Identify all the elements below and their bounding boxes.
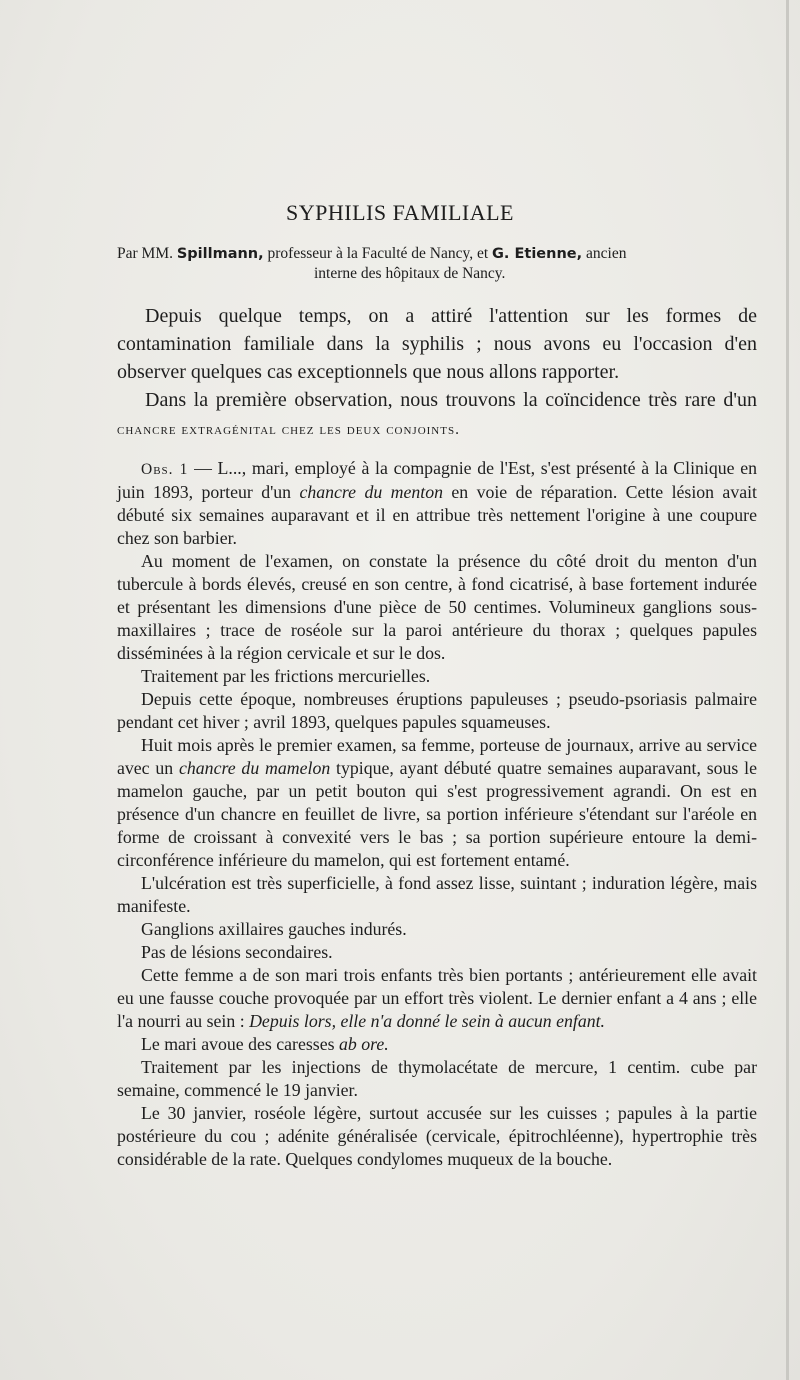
intro-paragraph-1: Depuis quelque temps, on a attiré l'attention sur les formes de contamination familiale dans la syphilis ; nous avons eu l'occasion d'en observer quelques cas exceptionnels que nous allons rapporter. [117, 305, 757, 383]
obs-paragraph-5 [117, 734, 757, 872]
obs-paragraph-7: Ganglions axillaires gauches indurés. [141, 919, 407, 939]
obs-paragraph-3: Traitement par les frictions mercurielles. [141, 666, 431, 686]
byline [117, 244, 757, 284]
affiliation-1: professeur à la Faculté de Nancy, et [267, 245, 489, 262]
intro-p2-text: Dans la première observation, nous trouvons la coïncidence très rare d'un [145, 389, 757, 411]
obs-paragraph-4: Depuis cette époque, nombreuses éruptions papuleuses ; pseudo-psoriasis palmaire pendant cet hiver ; avril 1893, quelques papules squameuses. [117, 689, 757, 732]
obs-p9-italic: Depuis lors, elle n'a donné le sein à aucun enfant. [249, 1011, 606, 1031]
byline-prefix: Par MM. [117, 245, 173, 262]
obs-p10-italic: ab ore. [338, 1034, 389, 1054]
affiliation-2b: interne des hôpitaux de Nancy. [314, 265, 506, 282]
observation-1 [117, 457, 757, 1171]
affiliation-2a: ancien [586, 245, 627, 262]
obs-p5-text-a: Huit mois après le premier examen, sa femme, porteuse de journaux, arrive au service avec un [117, 735, 757, 778]
obs-paragraph-10 [117, 1033, 757, 1056]
obs-paragraph-2: Au moment de l'examen, on constate la présence du côté droit du menton d'un tubercule à bords élevés, creusé en son centre, à fond cicatrisé, à base fortement indurée et présentant les dimensions d'une pièce de 50 centimes. Volumineux ganglions sous-maxillaires ; trace de roséole sur la paroi antérieure du thorax ; quelques papules disséminées à la région cervicale et sur le dos. [117, 551, 757, 663]
intro-paragraph-2 [117, 386, 757, 444]
author-spillmann: Spillmann, [176, 246, 264, 262]
obs-p1-text-b: en voie de réparation. Cette lésion avait débuté six semaines auparavant et il en attribue très nettement l'origine à une coupure chez son barbier. [117, 482, 757, 548]
obs-p10-text: Le mari avoue des caresses [141, 1034, 339, 1054]
obs-paragraph-6: L'ulcération est très superficielle, à fond assez lisse, suintant ; induration légère, mais manifeste. [117, 873, 757, 916]
obs-paragraph-9 [117, 964, 757, 1033]
obs-p1-text-a: — L..., mari, employé à la compagnie de l'Est, s'est présenté à la Clinique en juin 1893, porteur d'un [117, 458, 757, 502]
obs-paragraph-11: Traitement par les injections de thymolacétate de mercure, 1 centim. cube par semaine, commencé le 19 janvier. [117, 1057, 757, 1100]
obs-p1-italic: chancre du menton [299, 482, 443, 502]
obs-p5-italic: chancre du mamelon [179, 758, 331, 778]
intro-p2-smallcaps: chancre extragénital chez les deux conjoints. [117, 421, 460, 438]
introduction [117, 302, 757, 444]
article-title: SYPHILIS FAMILIALE [286, 200, 514, 225]
obs-paragraph-1 [117, 457, 757, 550]
obs-label: Obs. 1 [141, 461, 189, 478]
author-etienne: G. Etienne, [492, 246, 583, 262]
obs-paragraph-12: Le 30 janvier, roséole légère, surtout accusée sur les cuisses ; papules à la partie postérieure du cou ; adénite généralisée (cervicale, épitrochléenne), hypertrophie très considérable de la rate. Quelques condylomes muqueux de la bouche. [117, 1103, 757, 1169]
obs-p9-text: Cette femme a de son mari trois enfants très bien portants ; antérieurement elle avait eu une fausse couche provoquée par un effort très violent. Le dernier enfant a 4 ans ; elle l'a nourri au sein : [117, 965, 757, 1031]
obs-paragraph-8: Pas de lésions secondaires. [141, 942, 333, 962]
obs-p5-text-b: typique, ayant débuté quatre semaines auparavant, sous le mamelon gauche, par un petit bouton qui s'est progressivement agrandi. On est en présence d'un chancre en feuillet de livre, sa portion inférieure s'étendant sur l'aréole en forme de croissant à convexité vers le bas ; sa portion supérieure entoure la demi-circonférence inférieure du mamelon, qui est fortement entamé. [117, 758, 757, 870]
